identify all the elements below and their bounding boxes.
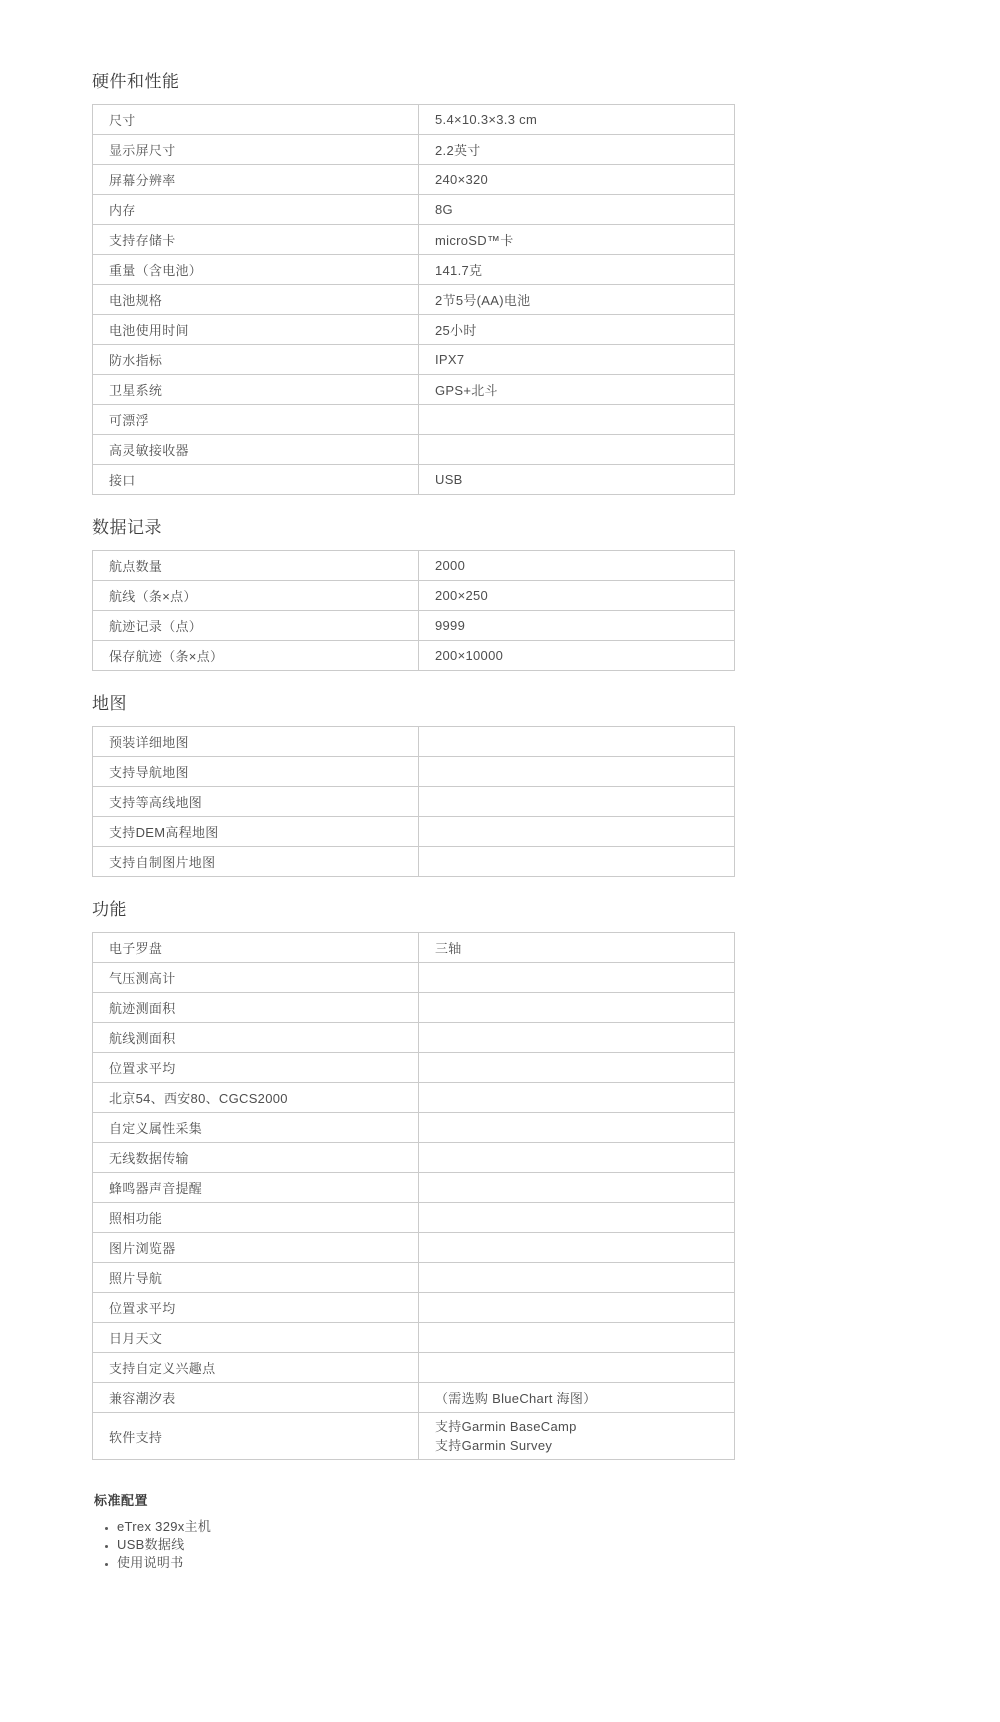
spec-value-cell: 2.2英寸 — [419, 135, 735, 165]
spec-label-cell: 电池规格 — [93, 285, 419, 315]
spec-value-cell — [419, 847, 735, 877]
spec-value-cell: IPX7 — [419, 345, 735, 375]
spec-value-cell — [419, 1113, 735, 1143]
section-heading: 数据记录 — [92, 518, 162, 537]
spec-label-cell: 航线（条×点） — [93, 581, 419, 611]
spec-row — [93, 1113, 735, 1143]
spec-section-data-recording — [92, 517, 1000, 671]
spec-row — [93, 1323, 735, 1353]
spec-value-cell — [419, 1053, 735, 1083]
spec-value-cell: 5.4×10.3×3.3 cm — [419, 105, 735, 135]
spec-row — [93, 1083, 735, 1113]
spec-row — [93, 1233, 735, 1263]
standard-config-list — [92, 1518, 1000, 1572]
spec-value-cell: 2节5号(AA)电池 — [419, 285, 735, 315]
spec-label-cell: 航点数量 — [93, 551, 419, 581]
spec-label-cell: 照片导航 — [93, 1263, 419, 1293]
spec-row — [93, 1413, 735, 1460]
spec-row — [93, 581, 735, 611]
spec-label-cell: 日月天文 — [93, 1323, 419, 1353]
spec-label-cell: 保存航迹（条×点） — [93, 641, 419, 671]
standard-config-section — [92, 1490, 1000, 1572]
spec-value-cell: 240×320 — [419, 165, 735, 195]
spec-sections — [92, 71, 1000, 1460]
spec-row — [93, 1143, 735, 1173]
spec-row — [93, 1173, 735, 1203]
spec-label-cell: 尺寸 — [93, 105, 419, 135]
spec-row — [93, 727, 735, 757]
spec-row — [93, 435, 735, 465]
spec-value-cell: GPS+北斗 — [419, 375, 735, 405]
spec-label-cell: 无线数据传输 — [93, 1143, 419, 1173]
spec-row — [93, 787, 735, 817]
spec-row — [93, 847, 735, 877]
spec-value-cell — [419, 1263, 735, 1293]
spec-value-cell — [419, 1323, 735, 1353]
spec-value-cell — [419, 1293, 735, 1323]
spec-value-cell: USB — [419, 465, 735, 495]
spec-label-cell: 北京54、西安80、CGCS2000 — [93, 1083, 419, 1113]
spec-value-cell — [419, 963, 735, 993]
spec-row — [93, 641, 735, 671]
config-list-item: • 使用说明书 — [117, 1554, 1000, 1572]
spec-value-cell: 9999 — [419, 611, 735, 641]
spec-row — [93, 1053, 735, 1083]
spec-row — [93, 285, 735, 315]
spec-value-cell — [419, 1413, 735, 1460]
spec-label-cell: 电子罗盘 — [93, 933, 419, 963]
spec-value-cell — [419, 993, 735, 1023]
spec-row — [93, 817, 735, 847]
spec-row — [93, 1263, 735, 1293]
spec-row — [93, 165, 735, 195]
spec-value-cell — [419, 817, 735, 847]
spec-label-cell: 照相功能 — [93, 1203, 419, 1233]
spec-label-cell: 支持DEM高程地图 — [93, 817, 419, 847]
spec-value-cell — [419, 727, 735, 757]
spec-label-cell: 位置求平均 — [93, 1293, 419, 1323]
spec-label-cell: 接口 — [93, 465, 419, 495]
spec-row — [93, 255, 735, 285]
spec-value-cell: 200×250 — [419, 581, 735, 611]
spec-label-cell: 显示屏尺寸 — [93, 135, 419, 165]
spec-value-cell: microSD™卡 — [419, 225, 735, 255]
section-heading: 功能 — [92, 900, 127, 919]
spec-table — [92, 550, 735, 671]
spec-row — [93, 611, 735, 641]
config-list-item: • USB数据线 — [117, 1536, 1000, 1554]
spec-label-cell: 重量（含电池） — [93, 255, 419, 285]
spec-label-cell: 支持自制图片地图 — [93, 847, 419, 877]
spec-row — [93, 963, 735, 993]
spec-label-cell: 防水指标 — [93, 345, 419, 375]
spec-label-cell: 支持等高线地图 — [93, 787, 419, 817]
config-list-item: • eTrex 329x主机 — [117, 1518, 1000, 1536]
spec-value-line: 支持Garmin Survey — [435, 1438, 553, 1453]
spec-label-cell: 自定义属性采集 — [93, 1113, 419, 1143]
spec-value-cell: 三轴 — [419, 933, 735, 963]
spec-row — [93, 993, 735, 1023]
spec-label-cell: 图片浏览器 — [93, 1233, 419, 1263]
spec-value-cell: 8G — [419, 195, 735, 225]
spec-value-cell: （需选购 BlueChart 海图） — [419, 1383, 735, 1413]
spec-value-cell: 141.7克 — [419, 255, 735, 285]
spec-label-cell: 内存 — [93, 195, 419, 225]
spec-label-cell: 可漂浮 — [93, 405, 419, 435]
spec-label-cell: 支持导航地图 — [93, 757, 419, 787]
spec-row — [93, 1023, 735, 1053]
spec-value-cell — [419, 1083, 735, 1113]
spec-value-cell — [419, 1143, 735, 1173]
spec-row — [93, 1203, 735, 1233]
spec-row — [93, 315, 735, 345]
spec-value-cell — [419, 1203, 735, 1233]
spec-label-cell: 气压测高计 — [93, 963, 419, 993]
spec-label-cell: 预装详细地图 — [93, 727, 419, 757]
spec-section-maps — [92, 693, 1000, 877]
spec-row — [93, 405, 735, 435]
spec-row — [93, 551, 735, 581]
spec-row — [93, 105, 735, 135]
spec-label-cell: 电池使用时间 — [93, 315, 419, 345]
spec-label-cell: 支持自定义兴趣点 — [93, 1353, 419, 1383]
spec-table — [92, 932, 735, 1460]
spec-label-cell: 兼容潮汐表 — [93, 1383, 419, 1413]
spec-row — [93, 757, 735, 787]
spec-row — [93, 1383, 735, 1413]
spec-label-cell: 软件支持 — [93, 1413, 419, 1460]
spec-value-cell — [419, 1023, 735, 1053]
spec-label-cell: 卫星系统 — [93, 375, 419, 405]
spec-row — [93, 1293, 735, 1323]
spec-row — [93, 195, 735, 225]
spec-row — [93, 375, 735, 405]
standard-config-heading: 标准配置 — [94, 1493, 149, 1508]
spec-value-cell — [419, 1353, 735, 1383]
spec-section-hardware-performance — [92, 71, 1000, 495]
spec-label-cell: 航迹测面积 — [93, 993, 419, 1023]
spec-row — [93, 135, 735, 165]
spec-label-cell: 航迹记录（点） — [93, 611, 419, 641]
spec-value-line: 支持Garmin BaseCamp — [435, 1419, 577, 1434]
spec-value-cell: 200×10000 — [419, 641, 735, 671]
spec-value-cell — [419, 1173, 735, 1203]
spec-value-cell — [419, 757, 735, 787]
spec-label-cell: 航线测面积 — [93, 1023, 419, 1053]
spec-value-cell — [419, 435, 735, 465]
section-heading: 地图 — [92, 694, 127, 713]
spec-table — [92, 104, 735, 495]
spec-row — [93, 933, 735, 963]
spec-value-cell — [419, 405, 735, 435]
section-heading: 硬件和性能 — [92, 72, 180, 91]
spec-label-cell: 位置求平均 — [93, 1053, 419, 1083]
spec-value-cell — [419, 787, 735, 817]
spec-value-cell: 25小时 — [419, 315, 735, 345]
spec-row — [93, 1353, 735, 1383]
spec-label-cell: 蜂鸣器声音提醒 — [93, 1173, 419, 1203]
spec-label-cell: 高灵敏接收器 — [93, 435, 419, 465]
spec-label-cell: 屏幕分辨率 — [93, 165, 419, 195]
spec-row — [93, 345, 735, 375]
spec-row — [93, 465, 735, 495]
spec-label-cell: 支持存储卡 — [93, 225, 419, 255]
spec-row — [93, 225, 735, 255]
spec-section-features — [92, 899, 1000, 1460]
spec-table — [92, 726, 735, 877]
spec-value-cell: 2000 — [419, 551, 735, 581]
spec-value-cell — [419, 1233, 735, 1263]
